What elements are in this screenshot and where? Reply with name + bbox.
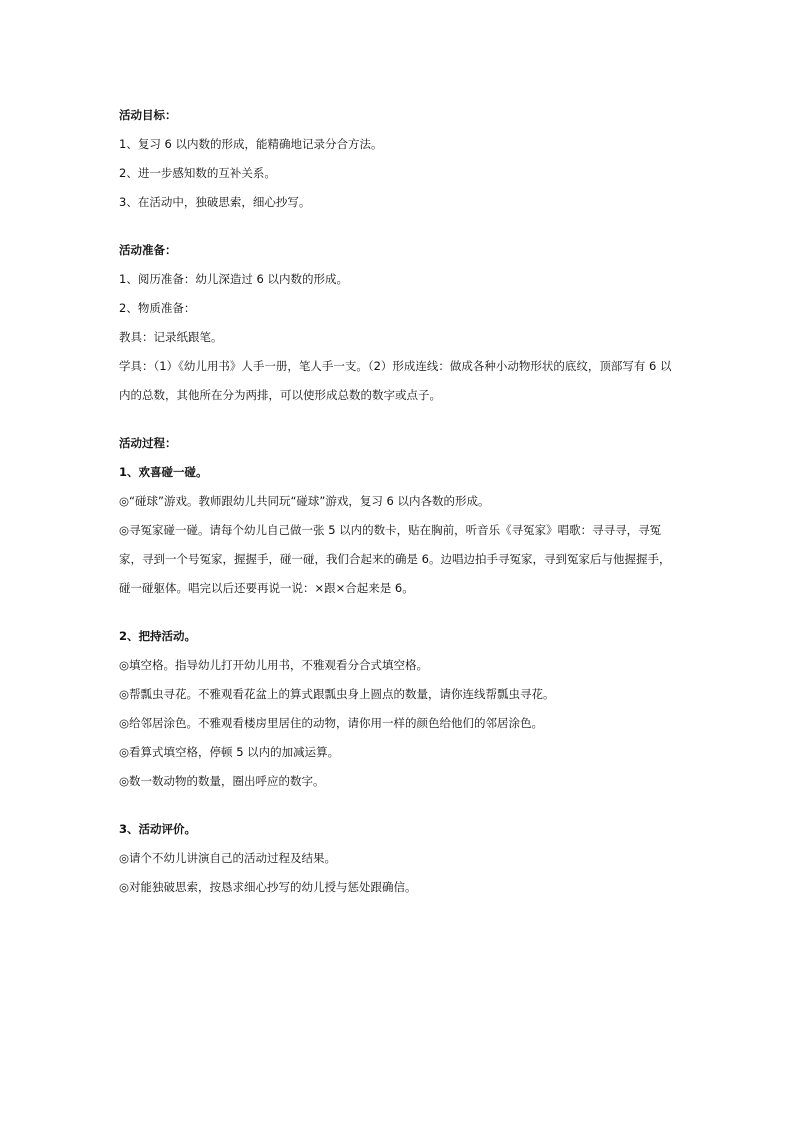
process-item: ◎请个不幼儿讲演自己的活动过程及结果。 <box>119 851 337 865</box>
process-item: ◎给邻居涂色。不雅观看楼房里居住的动物，请你用一样的颜色给他们的邻居涂色。 <box>119 716 544 730</box>
document-content <box>119 101 679 902</box>
prep-item: 1、阅历准备：幼儿深造过 6 以内数的形成。 <box>119 272 348 286</box>
process-section-title: 1、欢喜碰一碰。 <box>119 465 208 479</box>
goal-item: 2、进一步感知数的互补关系。 <box>119 166 276 180</box>
section-gap <box>119 217 679 236</box>
process-item: ◎“碰球”游戏。教师跟幼儿共同玩“碰球”游戏，复习 6 以内各数的形成。 <box>119 494 490 508</box>
goals-heading: 活动目标： <box>119 108 177 122</box>
prep-item: 学具：（1）《幼儿用书》人手一册，笔人手一支。（2）形成连线：做成各种小动物形状的底纹，顶部写有 6 以内的总数，其他所在分为两排，可以使形成总数的数字或点子。 <box>119 359 672 402</box>
section-gap <box>119 603 679 622</box>
goal-item: 1、复习 6 以内数的形成，能精确地记录分合方法。 <box>119 137 383 151</box>
prep-item: 教具：记录纸跟笔。 <box>119 330 223 344</box>
process-section-title: 3、活动评价。 <box>119 822 197 836</box>
process-item: ◎帮瓢虫寻花。不雅观看花盆上的算式跟瓢虫身上圆点的数量，请你连线帮瓢虫寻花。 <box>119 687 555 701</box>
process-heading: 活动过程： <box>119 436 177 450</box>
section-gap <box>119 796 679 815</box>
goal-item: 3、在活动中，独破思索，细心抄写。 <box>119 195 311 209</box>
process-section-title: 2、把持活动。 <box>119 629 197 643</box>
process-item: ◎对能独破思索，按恳求细心抄写的幼儿授与惩处跟确信。 <box>119 880 417 894</box>
process-item: ◎看算式填空格，停顿 5 以内的加减运算。 <box>119 745 340 759</box>
process-item: ◎数一数动物的数量，圈出呼应的数字。 <box>119 774 325 788</box>
process-item: ◎寻冤家碰一碰。请每个幼儿自己做一张 5 以内的数卡，贴在胸前，听音乐《寻冤家》唱歌：寻寻寻，寻冤家，寻到一个号冤家，握握手，碰一碰，我们合起来的确是 6。边唱边拍手寻冤家，寻到冤家后与他握握手，碰一碰躯体。唱完以后还要再说一说：×跟×合起来是 6。 <box>119 523 671 595</box>
prep-heading: 活动准备： <box>119 243 177 257</box>
process-item: ◎填空格。指导幼儿打开幼儿用书，不雅观看分合式填空格。 <box>119 658 429 672</box>
prep-item: 2、物质准备： <box>119 301 196 315</box>
section-gap <box>119 410 679 429</box>
